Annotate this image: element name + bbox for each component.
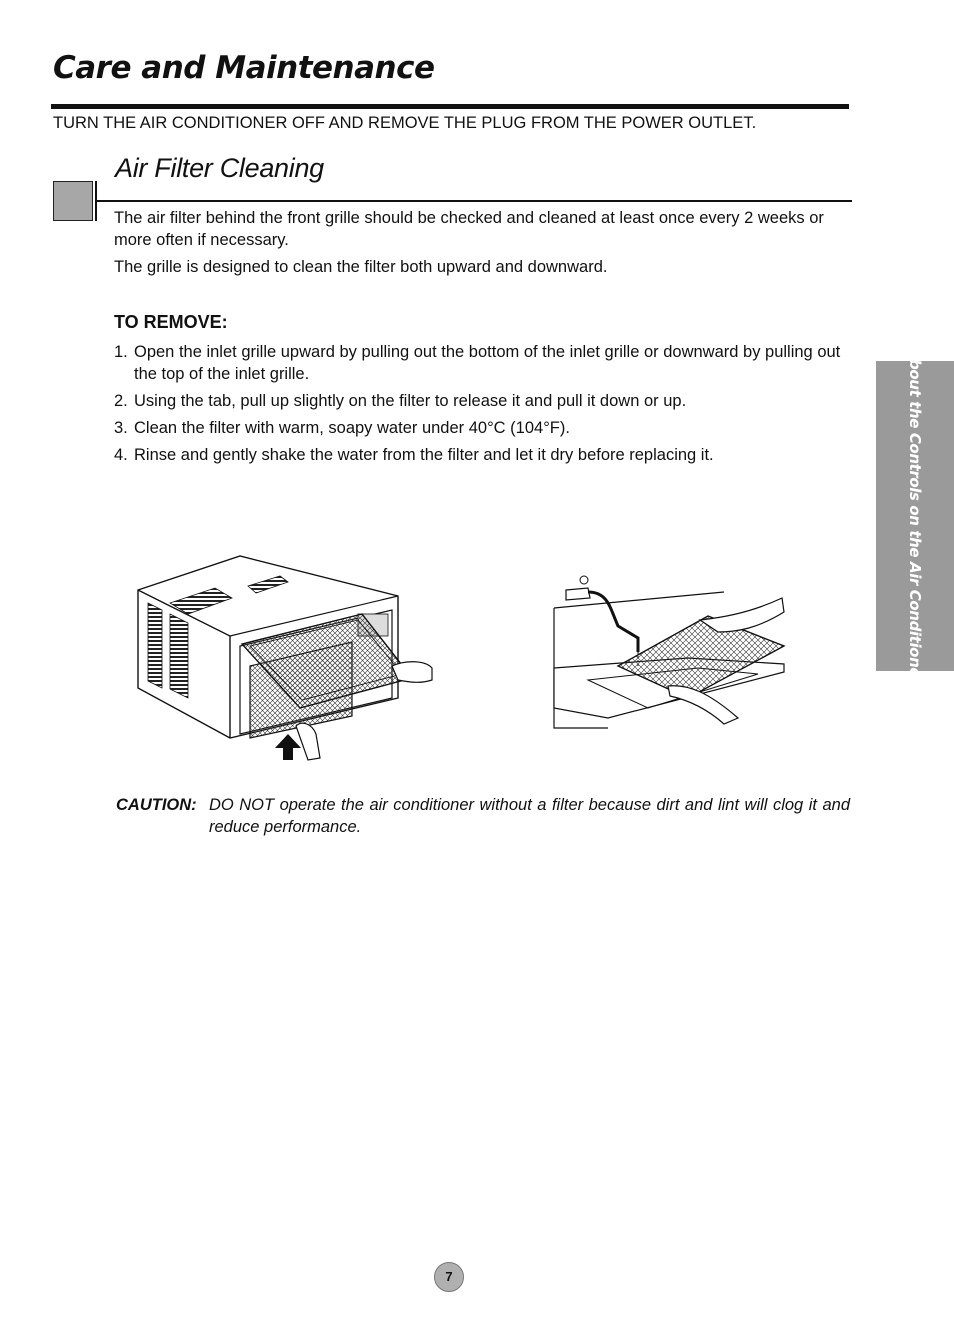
title-rule — [51, 104, 849, 109]
step-text: Rinse and gently shake the water from the filter and let it dry before replacing it. — [134, 446, 714, 464]
remove-heading: TO REMOVE: — [114, 312, 228, 332]
power-warning: TURN THE AIR CONDITIONER OFF AND REMOVE THE PLUG FROM THE POWER OUTLET. — [53, 114, 757, 132]
step-item — [114, 341, 844, 385]
page-title: Care and Maintenance — [53, 50, 435, 86]
removal-steps — [114, 341, 844, 471]
step-item — [114, 417, 844, 439]
step-number: 1. — [114, 343, 128, 361]
section-intro — [114, 207, 844, 283]
step-number: 2. — [114, 392, 128, 410]
caution-text: DO NOT operate the air conditioner without a filter because dirt and lint will clog it and reduce performance. — [209, 796, 850, 836]
section-rule — [95, 200, 852, 202]
step-item — [114, 390, 844, 412]
step-text: Using the tab, pull up slightly on the filter to release it and pull it down or up. — [134, 392, 687, 410]
step-number: 3. — [114, 419, 128, 437]
filter-removal-illustration — [130, 548, 440, 763]
intro-paragraph: The grille is designed to clean the filter both upward and downward. — [114, 258, 608, 276]
section-marker — [53, 181, 93, 221]
filter-washing-illustration — [548, 568, 792, 743]
step-number: 4. — [114, 446, 128, 464]
caution-label: CAUTION: — [116, 796, 197, 814]
step-text: Open the inlet grille upward by pulling out the bottom of the inlet grille or downward by pulling out the top of the inlet grille. — [134, 343, 841, 383]
side-tab-label: About the Controls on the Air Conditioner — [906, 347, 924, 685]
step-item — [114, 444, 844, 466]
section-title: Air Filter Cleaning — [115, 153, 324, 183]
chapter-side-tab — [876, 347, 954, 685]
intro-paragraph: The air filter behind the front grille should be checked and cleaned at least once every 2 weeks or more often if necessary. — [114, 209, 824, 249]
caution-note — [116, 794, 850, 838]
page-number: 7 — [434, 1262, 464, 1292]
step-text: Clean the filter with warm, soapy water under 40°C (104°F). — [134, 419, 570, 437]
